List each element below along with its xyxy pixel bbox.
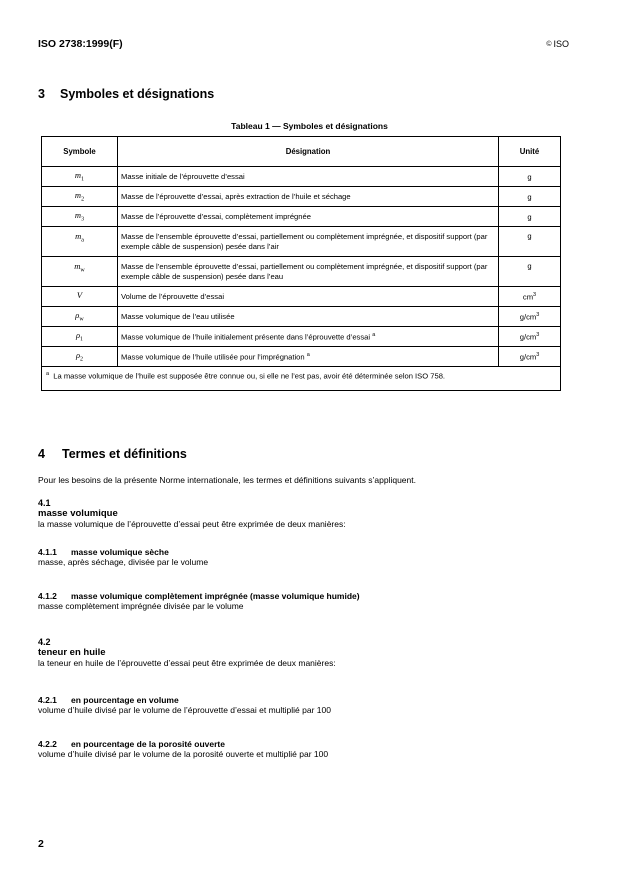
section-4-heading: 4 Termes et définitions [38, 447, 187, 461]
designation-cell: Masse de l’éprouvette d’essai, complètement imprégnée [118, 207, 499, 227]
col-header-unit: Unité [499, 137, 561, 167]
designation-cell: Masse volumique de l’huile utilisée pour l’imprégnation $^a$ [118, 347, 499, 367]
unit-cell: g [499, 167, 561, 187]
symbol-cell: $m_2$ [42, 187, 118, 207]
table-row [42, 187, 561, 207]
table-row [42, 257, 561, 287]
symbol-cell: $m_1$ [42, 167, 118, 187]
table-header-row [42, 137, 561, 167]
term-4-2-1 [38, 695, 331, 715]
term-4-2 [38, 637, 336, 668]
designation-cell: Masse volumique de l’huile initialement présente dans l’éprouvette d’essai $^a$ [118, 327, 499, 347]
term-definition: volume d’huile divisé par le volume de la porosité ouverte et multiplié par 100 [38, 749, 329, 759]
copyright-owner: ISO [553, 39, 569, 49]
term-heading: 4.2.2 en pourcentage de la porosité ouverte [38, 739, 225, 749]
unit-cell: $g/cm^3$ [499, 327, 561, 347]
table-caption: Tableau 1 — Symboles et désignations [231, 121, 388, 131]
copyright-symbol: © [546, 41, 552, 48]
designation-cell: Masse de l’ensemble éprouvette d’essai, partiellement ou complètement imprégnée, et dispositif support (par exemple câble de suspension) pesée dans l’eau [118, 257, 499, 287]
unit-cell: g [499, 257, 561, 287]
term-title: masse volumique [38, 508, 118, 519]
unit-cell: g [499, 227, 561, 257]
symbols-table [41, 136, 561, 391]
copyright [546, 39, 569, 49]
term-number: 4.1 [38, 498, 51, 508]
designation-cell: Masse volumique de l’eau utilisée [118, 307, 499, 327]
designation-cell: Volume de l’éprouvette d’essai [118, 287, 499, 307]
term-4-2-2 [38, 739, 328, 759]
col-header-designation: Désignation [118, 137, 499, 167]
unit-cell: g [499, 207, 561, 227]
section-4-intro: Pour les besoins de la présente Norme internationale, les termes et définitions suivants s’appliquent. [38, 475, 416, 485]
table-row [42, 327, 561, 347]
term-4-1-1 [38, 547, 208, 567]
unit-cell: g [499, 187, 561, 207]
symbol-cell: $m_a$ [42, 227, 118, 257]
symbol-cell: V [42, 287, 118, 307]
symbol-cell: $m_3$ [42, 207, 118, 227]
section-3-heading: 3 Symboles et désignations [38, 87, 215, 101]
term-heading: 4.2.1 en pourcentage en volume [38, 695, 179, 705]
table-row [42, 227, 561, 257]
designation-cell: Masse de l’ensemble éprouvette d’essai, partiellement ou complètement imprégnée, et dispositif support (par exemple câble de suspension) pesée dans l’air [118, 227, 499, 257]
col-header-symbol: Symbole [42, 137, 118, 167]
term-definition: masse, après séchage, divisée par le volume [38, 557, 209, 567]
term-heading: 4.1.2 masse volumique complètement imprégnée (masse volumique humide) [38, 591, 360, 601]
term-heading: 4.1.1 masse volumique sèche [38, 547, 169, 557]
term-definition: la masse volumique de l’éprouvette d’essai peut être exprimée de deux manières: [38, 519, 346, 529]
unit-cell: $g/cm^3$ [499, 307, 561, 327]
table-footnote-row [42, 367, 561, 391]
table-row [42, 167, 561, 187]
table-row [42, 287, 561, 307]
symbol-cell: $\rho_w$ [42, 307, 118, 327]
term-definition: volume d’huile divisé par le volume de l’éprouvette d’essai et multiplié par 100 [38, 705, 331, 715]
table-row [42, 207, 561, 227]
table-footnote: $^a$ La masse volumique de l’huile est supposée être connue ou, si elle ne l’est pas, avoir été déterminée selon ISO 758. [42, 367, 561, 391]
document-id: ISO 2738:1999(F) [38, 38, 123, 50]
term-4-1 [38, 498, 346, 529]
symbol-cell: $\rho_2$ [42, 347, 118, 367]
designation-cell: Masse de l’éprouvette d’essai, après extraction de l’huile et séchage [118, 187, 499, 207]
term-number: 4.2 [38, 637, 51, 647]
page-number: 2 [38, 838, 44, 850]
table-row [42, 347, 561, 367]
term-title: teneur en huile [38, 647, 106, 658]
symbol-cell: $m_w$ [42, 257, 118, 287]
unit-cell: $cm^3$ [499, 287, 561, 307]
term-definition: masse complètement imprégnée divisée par le volume [38, 601, 244, 611]
designation-cell: Masse initiale de l’éprouvette d’essai [118, 167, 499, 187]
table-row [42, 307, 561, 327]
term-definition: la teneur en huile de l’éprouvette d’essai peut être exprimée de deux manières: [38, 658, 336, 668]
symbol-cell: $\rho_1$ [42, 327, 118, 347]
term-4-1-2 [38, 591, 360, 611]
unit-cell: $g/cm^3$ [499, 347, 561, 367]
